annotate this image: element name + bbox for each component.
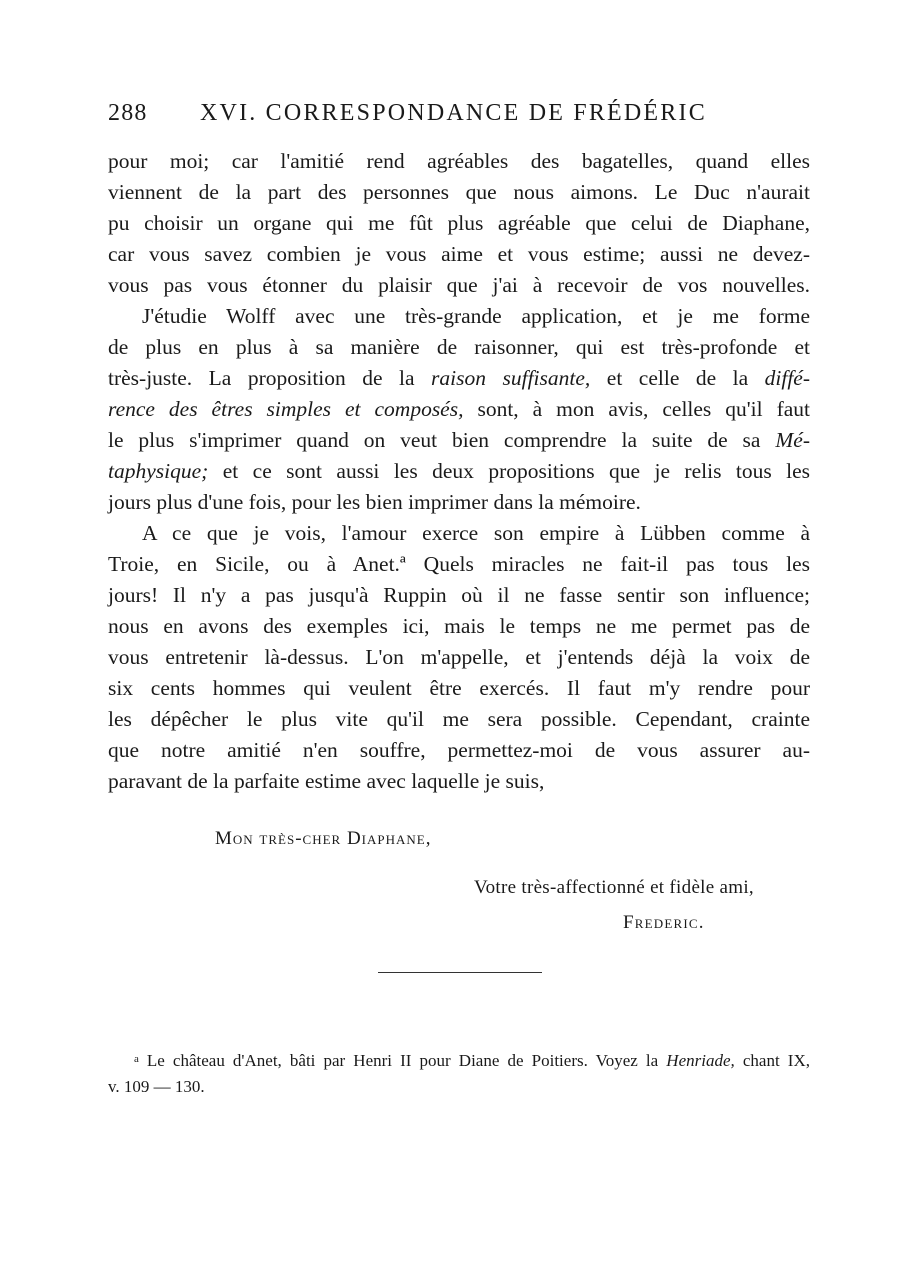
text-line: vous entretenir là-dessus. L'on m'appelle, et j'entends déjà la voix de	[108, 645, 810, 669]
text-line: six cents hommes qui veulent être exercés. Il faut m'y rendre pour	[108, 676, 810, 700]
text-line	[108, 394, 810, 425]
paragraph-2	[108, 301, 810, 518]
paragraph-1	[108, 146, 810, 301]
valediction: Votre très-affectionné et fidèle ami,	[474, 877, 754, 898]
italic-term: raison suffisante,	[431, 366, 591, 390]
text-line	[108, 456, 810, 487]
footnote	[108, 1046, 810, 1100]
footnote-line	[108, 1046, 810, 1074]
running-title: XVI. CORRESPONDANCE DE FRÉDÉRIC	[200, 100, 707, 126]
paragraph-3	[108, 518, 810, 797]
text-line: A ce que je vois, l'amour exerce son empire à Lübben comme à	[142, 521, 810, 545]
text-line: les dépêcher le plus vite qu'il me sera possible. Cependant, crainte	[108, 707, 810, 731]
italic-term: Mé-	[775, 428, 810, 452]
text-segment: et ce sont aussi les deux propositions que je relis tous les	[208, 459, 810, 483]
italic-term: taphysique;	[108, 459, 209, 483]
page-header	[108, 100, 718, 136]
footnote-marker: a	[134, 1053, 139, 1065]
italic-term: diffé-	[764, 366, 810, 390]
letter-body	[108, 146, 810, 797]
text-line: que notre amitié n'en souffre, permettez-moi de vous assurer au-	[108, 738, 810, 762]
text-line: jours plus d'une fois, pour les bien imprimer dans la mémoire.	[108, 490, 641, 514]
text-segment: Le château d'Anet, bâti par Henri II pour Diane de Poitiers. Voyez la	[146, 1051, 667, 1070]
italic-term: rence des êtres simples et composés,	[108, 397, 464, 421]
text-line: de plus en plus à sa manière de raisonner, qui est très-profonde et	[108, 335, 810, 359]
italic-term: Henriade,	[666, 1051, 735, 1070]
text-line: car vous savez combien je vous aime et vous estime; aussi ne devez-	[108, 242, 810, 266]
text-line	[108, 363, 810, 394]
text-line: Troie, en Sicile, ou à Anet.ª Quels miracles ne fait-il pas tous les	[108, 552, 810, 576]
text-line: nous en avons des exemples ici, mais le temps ne me permet pas de	[108, 614, 810, 638]
text-line: paravant de la parfaite estime avec laquelle je suis,	[108, 769, 545, 793]
separator-rule	[378, 972, 542, 973]
signature: Frederic.	[623, 912, 705, 933]
text-line: vous pas vous étonner du plaisir que j'ai à recevoir de vos nouvelles.	[108, 273, 810, 297]
text-line: jours! Il n'y a pas jusqu'à Ruppin où il ne fasse sentir son influence;	[108, 583, 810, 607]
footnote-line: v. 109 — 130.	[108, 1077, 205, 1096]
text-line: pu choisir un organe qui me fût plus agréable que celui de Diaphane,	[108, 211, 810, 235]
text-line: pour moi; car l'amitié rend agréables des bagatelles, quand elles	[108, 149, 810, 173]
salutation: Mon très-cher Diaphane,	[215, 828, 432, 849]
text-line: viennent de la part des personnes que nous aimons. Le Duc n'aurait	[108, 180, 810, 204]
text-segment: et celle de la	[590, 366, 765, 390]
text-line	[108, 425, 810, 456]
text-line: J'étudie Wolff avec une très-grande application, et je me forme	[142, 304, 810, 328]
text-segment: sont, à mon avis, celles qu'il faut	[463, 397, 810, 421]
page-number: 288	[108, 100, 148, 126]
text-segment: très-juste. La proposition de la	[108, 366, 432, 390]
text-segment: le plus s'imprimer quand on veut bien comprendre la suite de sa	[108, 428, 776, 452]
text-segment: chant IX,	[734, 1051, 810, 1070]
